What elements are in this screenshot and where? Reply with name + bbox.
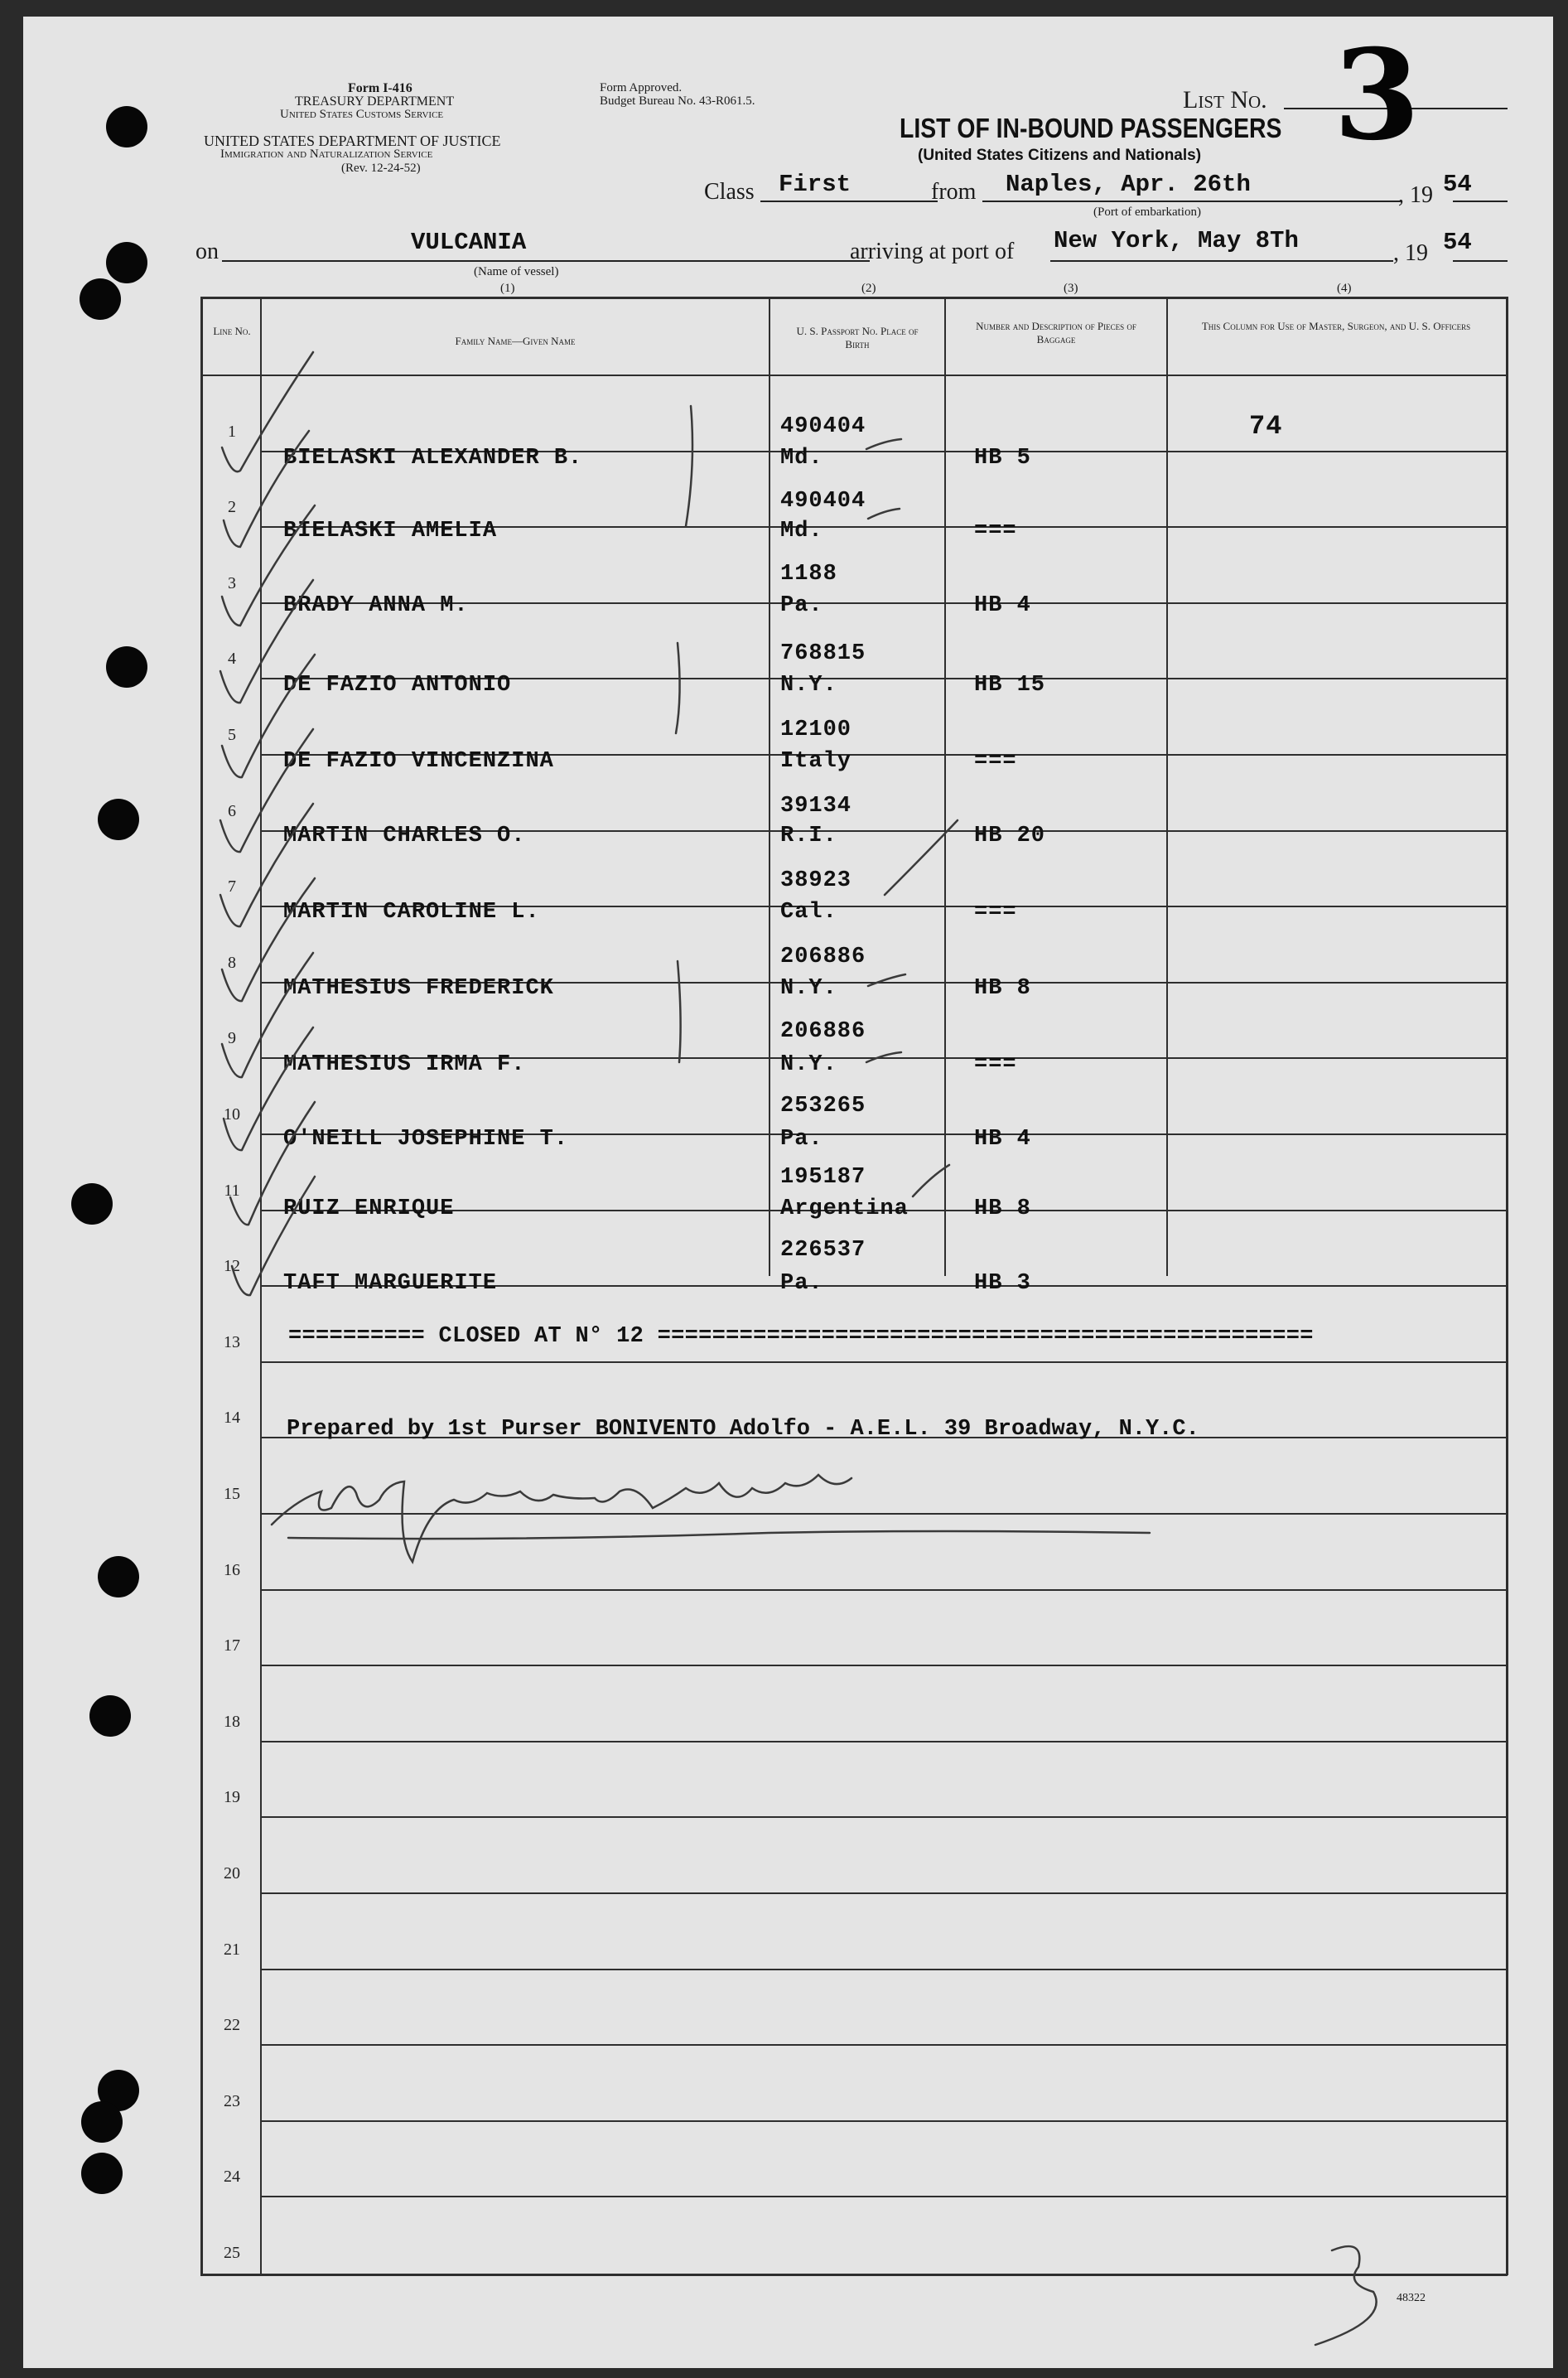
column-number-2: (2) [861,282,876,295]
line-number: 3 [228,574,236,592]
punch-hole [80,278,121,320]
year-underline-2 [1453,260,1508,262]
year-value-2: 54 [1443,229,1472,256]
row-separator [260,1816,1508,1818]
class-underline [760,201,938,202]
place-of-birth: Cal. [780,900,837,925]
passport-number: 768815 [780,641,866,666]
line-number: 12 [224,1257,240,1275]
baggage: HB 8 [974,976,1031,1001]
closed-at-line: ========== CLOSED AT N° 12 ================================================ [288,1324,1314,1349]
punch-hole [71,1183,113,1225]
passport-number: 253265 [780,1094,866,1119]
place-of-birth: Pa. [780,1271,823,1296]
baggage: HB 4 [974,1127,1031,1152]
arrival-underline [1050,260,1393,262]
baggage: HB 20 [974,824,1046,848]
passenger-name: MARTIN CHARLES O. [283,824,526,848]
col-divider-passport [944,297,946,1276]
line-number: 4 [228,650,236,668]
budget-bureau: Budget Bureau No. 43-R061.5. [600,94,755,108]
place-of-birth: N.Y. [780,976,837,1001]
baggage: HB 15 [974,673,1046,698]
line-number: 14 [224,1409,240,1427]
form-approved: Form Approved. [600,81,683,94]
signature-text [313,1488,446,1507]
col-divider-baggage [1166,297,1168,1276]
list-number: 3 [1334,22,1421,168]
arriving-label: arriving at port of [850,239,1015,264]
passport-number: 206886 [780,1019,866,1044]
passport-number: 195187 [780,1165,866,1190]
place-of-birth: Pa. [780,593,823,618]
header-line-no: Line No. [213,325,251,337]
from-value: Naples, Apr. 26th [1006,171,1251,198]
passenger-name: BIELASKI ALEXANDER B. [283,446,583,471]
baggage: === [974,900,1017,925]
officer-note: 74 [1249,411,1283,442]
place-of-birth: N.Y. [780,1052,837,1077]
header-officers: This Column for Use of Master, Surgeon, and U. S. Officers [1201,320,1471,332]
punch-hole [89,1695,131,1737]
punch-hole [98,799,139,840]
year-value-1: 54 [1443,171,1472,198]
ins-service: Immigration and Naturalization Service [220,147,433,161]
line-number: 11 [224,1182,240,1200]
list-title: LIST OF IN-BOUND PASSENGERS [900,113,1282,143]
header-divider [200,375,1508,376]
line-number: 5 [228,726,236,744]
header-baggage: Number and Description of Pieces of Baggage [976,320,1136,346]
col-divider-name [769,297,770,1276]
margin-note [1340,2254,1348,2271]
tick-mark [866,439,901,449]
passenger-name: DE FAZIO ANTONIO [283,673,512,698]
place-of-birth: Italy [780,749,852,774]
passenger-name: MATHESIUS FREDERICK [283,976,554,1001]
line-number: 16 [224,1561,240,1579]
from-label: from [931,179,977,205]
place-of-birth: Argentina [780,1196,909,1221]
passenger-name: BIELASKI AMELIA [283,519,498,544]
passenger-name: BRADY ANNA M. [283,593,469,618]
punch-hole [98,1556,139,1597]
line-number: 7 [228,877,236,896]
line-number: 10 [224,1105,240,1124]
punch-hole [106,242,147,283]
passport-number: 226537 [780,1238,866,1263]
line-number: 13 [224,1333,240,1351]
from-underline [982,201,1400,202]
passenger-name: MATHESIUS IRMA F. [283,1052,526,1077]
row-separator [260,1589,1508,1591]
row-separator [260,1741,1508,1742]
arrival-port: New York, May 8Th [1054,227,1299,254]
row-separator [260,2044,1508,2046]
vessel-name: VULCANIA [411,229,527,256]
column-number-3: (3) [1064,282,1078,295]
list-subtitle: (United States Citizens and Nationals) [918,147,1202,164]
table-top-border [200,297,1508,299]
header-family-name: Family Name—Given Name [455,335,576,347]
line-number: 20 [224,1864,240,1883]
row-separator [260,1665,1508,1666]
on-label: on [195,239,219,264]
column-number-1: (1) [500,282,515,295]
passport-number: 490404 [780,414,866,439]
passport-number: 39134 [780,794,852,819]
line-number: 8 [228,954,236,972]
place-of-birth: Pa. [780,1127,823,1152]
place-of-birth: R.I. [780,824,837,848]
footer-code: 48322 [1397,2292,1426,2304]
baggage: HB 3 [974,1271,1031,1296]
line-number: 25 [224,2244,240,2262]
passenger-name: RUIZ ENRIQUE [283,1196,455,1221]
passport-number: 490404 [780,489,866,514]
punch-hole [81,2153,123,2194]
place-of-birth: Md. [780,519,823,544]
line-number: 18 [224,1713,240,1731]
row-separator [260,1969,1508,1970]
header-passport: U. S. Passport No. Place of Birth [796,325,919,350]
line-number: 9 [228,1029,236,1047]
punch-hole [81,2101,123,2143]
place-of-birth: N.Y. [780,673,837,698]
class-label: Class [704,179,755,205]
passenger-name: TAFT MARGUERITE [283,1271,498,1296]
revision: (Rev. 12-24-52) [341,162,421,175]
place-of-birth: Md. [780,446,823,471]
port-embarkation-label: (Port of embarkation) [1093,205,1201,219]
baggage: === [974,519,1017,544]
customs-service: United States Customs Service [280,108,444,121]
bracket-mark [676,643,680,733]
line-number: 6 [228,802,236,820]
justice-dept: UNITED STATES DEPARTMENT OF JUSTICE [204,133,501,149]
tick-mark [868,509,900,519]
passport-number: 38923 [780,868,852,893]
passport-number: 206886 [780,945,866,969]
bracket-mark [686,406,692,526]
class-value: First [779,171,852,198]
row-separator [260,2196,1508,2197]
baggage: === [974,1052,1017,1077]
passport-number: 1188 [780,562,837,587]
baggage: HB 5 [974,446,1031,471]
line-number: 23 [224,2092,240,2110]
year-underline-1 [1453,201,1508,202]
row-separator [260,1892,1508,1894]
passenger-name: O'NEILL JOSEPHINE T. [283,1127,569,1152]
table-left-border [200,297,203,2275]
line-number: 21 [224,1941,240,1959]
line-number: 24 [224,2168,240,2186]
form-number: Form I-416 [348,81,413,95]
year-prefix-2: , 19 [1393,240,1428,266]
passenger-name: MARTIN CAROLINE L. [283,900,540,925]
punch-hole [106,646,147,688]
tick-mark [868,974,905,986]
line-number: 1 [228,423,236,441]
row-separator [260,1513,1508,1515]
line-number: 15 [224,1485,240,1503]
baggage: HB 8 [974,1196,1031,1221]
bracket-mark [678,961,681,1062]
table-bottom-border [200,2274,1508,2276]
punch-hole [106,106,147,147]
vessel-caption: (Name of vessel) [474,265,559,278]
passenger-name: DE FAZIO VINCENZINA [283,749,554,774]
line-number: 19 [224,1788,240,1806]
row-separator [260,1361,1508,1363]
baggage: === [974,749,1017,774]
passenger-manifest-sheet [23,17,1553,2368]
passport-number: 12100 [780,718,852,742]
year-prefix-1: , 19 [1398,182,1433,208]
line-number: 22 [224,2016,240,2034]
treasury-dept: TREASURY DEPARTMENT [295,94,455,109]
line-number: 17 [224,1636,240,1655]
line-number: 2 [228,498,236,516]
handwriting-overlay [23,17,1553,2368]
vessel-underline [222,260,870,262]
signature [288,1531,1150,1539]
list-no-label: List No. [1183,86,1267,114]
prepared-by-line: Prepared by 1st Purser BONIVENTO Adolfo - A.E.L. 39 Broadway, N.Y.C. [287,1417,1199,1442]
baggage: HB 4 [974,593,1031,618]
column-number-4: (4) [1337,282,1352,295]
row-separator [260,2120,1508,2122]
